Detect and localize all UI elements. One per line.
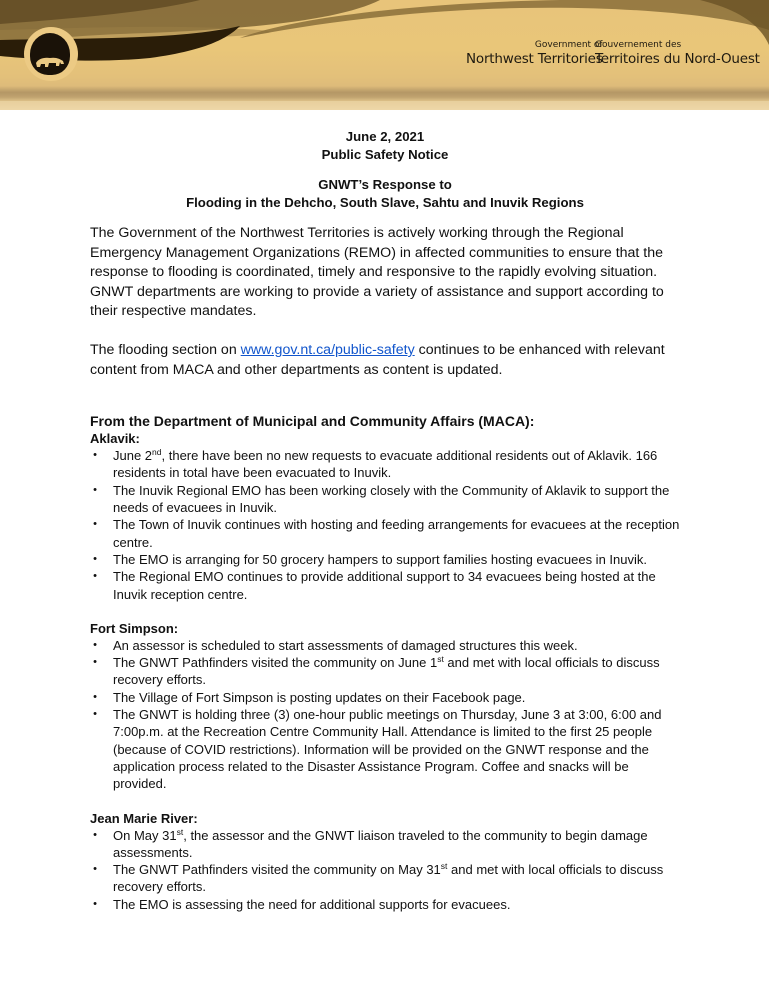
bullet-text: The EMO is arranging for 50 grocery hampers to support families hosting evacuees in Inuvik. (113, 551, 647, 567)
bullet-text-cont: , there have been no new requests to evacuate additional residents out of Aklavik. 166 residents in total have been evacuated to Inuvik. (113, 448, 658, 481)
list-item (90, 516, 680, 551)
bullet-text: The Village of Fort Simpson is posting updates on their Facebook page. (113, 689, 526, 705)
list-item (90, 689, 680, 706)
maca-section-title: From the Department of Municipal and Community Affairs (MACA): (90, 413, 535, 430)
gov-en-large: Northwest Territories (466, 51, 603, 67)
list-item (90, 551, 680, 568)
list-item (90, 637, 680, 654)
notice-heading (90, 176, 680, 212)
polar-bear-icon (30, 33, 70, 75)
bullet-icon: • (93, 638, 97, 651)
gov-fr-large: Territoires du Nord-Ouest (595, 51, 760, 67)
bullet-icon: • (93, 897, 97, 910)
bullet-icon: • (93, 449, 97, 462)
gov-name-english (466, 40, 603, 67)
gov-fr-small: Gouvernement des (595, 40, 682, 50)
bullet-text: The Regional EMO continues to provide additional support to 34 evacuees being hosted at the Inuvik reception centre. (113, 569, 656, 602)
notice-document (90, 128, 680, 930)
bullet-text-cont: and met with local officials to discuss recovery efforts. (113, 655, 660, 688)
fort-simpson-bullet-list (90, 637, 680, 793)
gov-en-small: Government of (534, 40, 603, 50)
notice-date: June 2, 2021 (345, 129, 425, 144)
shoreline-decoration (0, 101, 769, 110)
heading-line-2: Flooding in the Dehcho, South Slave, Sahtu and Inuvik Regions (186, 195, 584, 210)
list-item (90, 482, 680, 517)
bullet-text-cont: and met with local officials to discuss recovery efforts. (113, 862, 664, 895)
heading-line-1: GNWT’s Response to (318, 177, 452, 192)
list-item (90, 896, 680, 913)
bullet-text-cont: , the assessor and the GNWT liaison traveled to the community to begin damage assessments. (113, 827, 648, 860)
gnwt-logo (24, 27, 78, 81)
bullet-text: The EMO is assessing the need for additional supports for evacuees. (113, 896, 511, 912)
bullet-icon: • (93, 483, 97, 496)
bullet-text: The GNWT Pathfinders visited the community on June 1 (113, 655, 438, 671)
bullet-icon: • (93, 570, 97, 583)
notice-type: Public Safety Notice (321, 147, 449, 162)
list-item (90, 568, 680, 603)
treeline-decoration (0, 86, 769, 102)
bullet-text: An assessor is scheduled to start assessments of damaged structures this week. (113, 637, 578, 653)
flood-text-after: continues to be enhanced with relevant content from MACA and other departments as content is updated. (90, 341, 665, 378)
list-item (90, 447, 680, 482)
jean-marie-river-bullet-list (90, 827, 680, 913)
list-item (90, 827, 680, 862)
bullet-icon: • (93, 863, 97, 876)
ordinal-suffix: st (440, 861, 448, 872)
notice-title-block (90, 128, 680, 164)
region-jean-marie-river-title: Jean Marie River: (90, 810, 198, 826)
public-safety-link[interactable]: www.gov.nt.ca/public-safety (240, 341, 415, 358)
list-item (90, 861, 680, 896)
bullet-icon: • (93, 708, 97, 721)
bullet-icon: • (93, 518, 97, 531)
flood-section-paragraph (90, 341, 680, 380)
bullet-text: The Town of Inuvik continues with hosting and feeding arrangements for evacuees at the reception centre. (113, 517, 680, 550)
intro-paragraph: The Government of the Northwest Territories is actively working through the Regional Emergency Management Organizations (REMO) in affected communities to ensure that the response to flooding is coordinated, timely and responsive to the rapidly evolving situation. GNWT departments are working to provide a variety of assistance and support according to their respective mandates. (90, 225, 664, 320)
bullet-icon: • (93, 690, 97, 703)
gnwt-header-banner (0, 0, 769, 110)
region-aklavik-title: Aklavik: (90, 431, 140, 447)
region-fort-simpson-title: Fort Simpson: (90, 620, 179, 636)
gov-name-french (595, 40, 760, 67)
ordinal-suffix: nd (152, 447, 162, 458)
bullet-icon: • (93, 656, 97, 669)
bullet-text: The GNWT Pathfinders visited the community on May 31 (113, 862, 441, 878)
ordinal-suffix: st (176, 826, 184, 837)
list-item (90, 654, 680, 689)
bullet-icon: • (93, 552, 97, 565)
list-item (90, 706, 680, 792)
bullet-text: The Inuvik Regional EMO has been working closely with the Community of Aklavik to support the needs of evacuees in Inuvik. (113, 482, 670, 516)
aklavik-bullet-list (90, 447, 680, 603)
bullet-text: The GNWT is holding three (3) one-hour public meetings on Thursday, June 3 at 3:00, 6:00 and 7:00p.m. at the Recreation Centre Community Hall. Attendance is limited to the first 25 people (because of COVID restrictions). Information will be provided on the GNWT response and the application process related to the Disaster Assistance Program. Coffee and snacks will be provided. (113, 707, 662, 792)
bullet-text: June 2 (113, 448, 153, 464)
bullet-icon: • (93, 828, 97, 841)
flood-text-before: The flooding section on (90, 341, 241, 358)
ordinal-suffix: st (437, 654, 444, 665)
bullet-text: On May 31 (113, 827, 177, 843)
